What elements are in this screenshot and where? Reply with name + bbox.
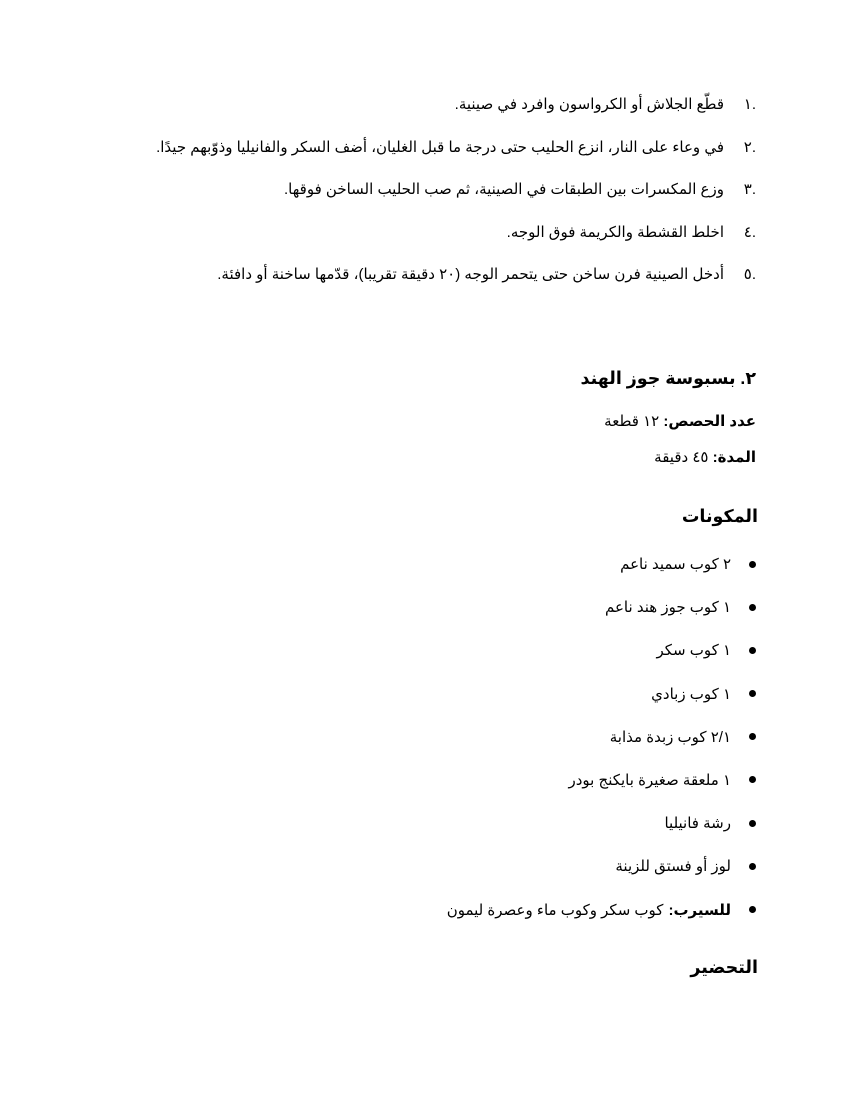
bullet-icon xyxy=(749,647,756,654)
list-item xyxy=(447,854,756,878)
bullet-icon xyxy=(749,733,756,740)
ingredient-text: ١ كوب زبادي xyxy=(651,685,731,703)
list-item xyxy=(447,898,756,922)
duration-label: المدة: xyxy=(712,449,756,466)
list-item xyxy=(447,682,756,706)
step-text: وزع المكسرات بين الطبقات في الصينية، ثم صب الحليب الساخن فوقها. xyxy=(284,181,724,198)
step-text: اخلط القشطة والكريمة فوق الوجه. xyxy=(506,223,724,241)
list-item xyxy=(447,595,756,619)
ingredients-list xyxy=(447,552,756,941)
bullet-icon xyxy=(749,690,756,697)
list-item xyxy=(447,725,756,749)
servings-label: عدد الحصص: xyxy=(663,413,756,430)
step-number: .٢ xyxy=(743,138,756,156)
bullet-icon xyxy=(749,604,756,611)
step-number: .٥ xyxy=(743,266,756,283)
ingredient-text: ٢/١ كوب زبدة مذابة xyxy=(609,728,731,746)
ingredient-text: ٢ كوب سميد ناعم xyxy=(620,556,731,573)
recipe-title: ٢. بسبوسة جوز الهند xyxy=(580,368,756,388)
ingredient-label: للسيرب: xyxy=(668,901,731,919)
step-item xyxy=(156,135,756,159)
previous-recipe-steps xyxy=(156,92,756,305)
bullet-icon xyxy=(749,776,756,783)
step-number: .٤ xyxy=(743,223,756,241)
servings-line xyxy=(604,412,756,430)
bullet-icon xyxy=(749,820,756,827)
bullet-icon xyxy=(749,906,756,913)
list-item xyxy=(447,768,756,792)
ingredient-text: رشة فانيليا xyxy=(664,815,731,833)
ingredient-text: كوب سكر وكوب ماء وعصرة ليمون xyxy=(446,901,664,919)
step-text: قطّع الجلاش أو الكرواسون وافرد في صينية. xyxy=(454,96,724,113)
bullet-icon xyxy=(749,561,756,568)
duration-value: ٤٥ دقيقة xyxy=(654,449,709,466)
step-item xyxy=(156,92,756,116)
step-item xyxy=(156,220,756,244)
step-text: أدخل الصينية فرن ساخن حتى يتحمر الوجه (٢٠ دقيقة تقريبا)، قدّمها ساخنة أو دافئة. xyxy=(217,266,724,283)
ingredient-text: ١ كوب سكر xyxy=(656,642,731,660)
ingredient-text: لوز أو فستق للزينة xyxy=(615,858,731,876)
ingredients-heading: المكونات xyxy=(681,506,758,526)
preparation-heading: التحضير xyxy=(690,957,758,977)
step-text: في وعاء على النار، انزع الحليب حتى درجة ما قبل الغليان، أضف السكر والفانيليا وذوّبهم جيدًا. xyxy=(156,138,724,156)
duration-line xyxy=(654,448,756,466)
servings-value: ١٢ قطعة xyxy=(604,413,660,430)
list-item xyxy=(447,552,756,576)
ingredient-text: ١ كوب جوز هند ناعم xyxy=(605,599,731,617)
step-number: .١ xyxy=(743,96,756,113)
list-item xyxy=(447,811,756,835)
step-number: .٣ xyxy=(743,181,756,198)
ingredient-text: ١ ملعقة صغيرة بايكنج بودر xyxy=(568,771,731,789)
bullet-icon xyxy=(749,863,756,870)
list-item xyxy=(447,638,756,662)
step-item xyxy=(156,262,756,286)
step-item xyxy=(156,177,756,201)
